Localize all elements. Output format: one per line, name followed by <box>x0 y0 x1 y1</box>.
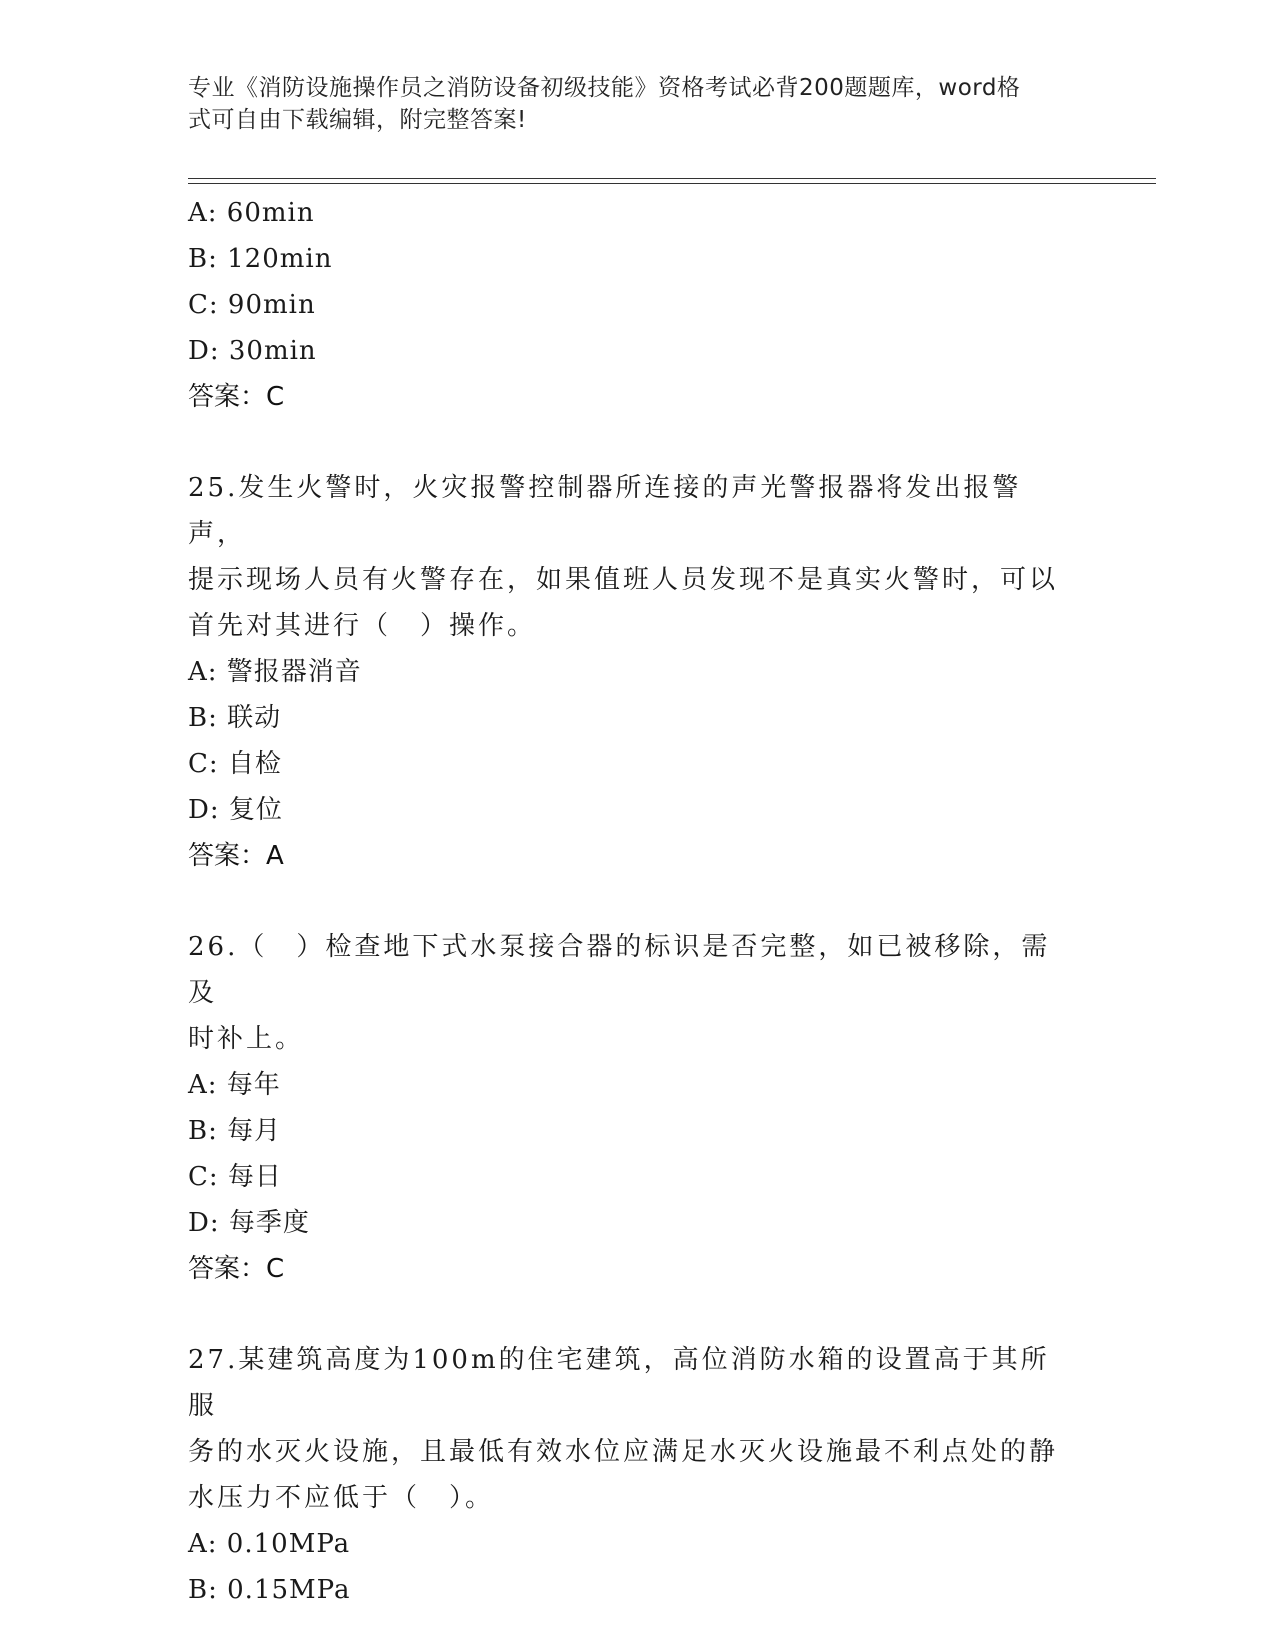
option-d: D: 30min <box>188 336 317 366</box>
question-stem-line: 水压力不应低于（ ）。 <box>188 1483 495 1513</box>
answer-line: 答案：C <box>188 1254 285 1284</box>
option-a: A: 0.10MPa <box>188 1529 351 1559</box>
option-d: D: 每季度 <box>188 1208 310 1238</box>
option-b: B: 120min <box>188 244 333 274</box>
option-a: A: 60min <box>188 198 315 228</box>
header-divider-bottom <box>188 183 1156 184</box>
question-stem-line: 务的水灭火设施，且最低有效水位应满足水灭火设施最不利点处的静 <box>188 1437 1059 1467</box>
question-stem-line: 提示现场人员有火警存在，如果值班人员发现不是真实火警时，可以 <box>188 565 1059 595</box>
option-c: C: 每日 <box>188 1162 282 1192</box>
question-list <box>188 190 1088 1613</box>
spacer <box>188 420 1088 465</box>
answer-line: 答案：C <box>188 382 285 412</box>
question-25-block <box>188 465 1088 879</box>
question-stem-line: 27.某建筑高度为100m的住宅建筑，高位消防水箱的设置高于其所服 <box>188 1345 1050 1421</box>
question-stem-line: 26.（ ）检查地下式水泵接合器的标识是否完整，如已被移除，需及 <box>188 932 1051 1008</box>
header-line-1: 专业《消防设施操作员之消防设备初级技能》资格考试必背200题题库，word格 <box>188 75 1021 101</box>
question-stem-line: 25.发生火警时，火灾报警控制器所连接的声光警报器将发出报警声， <box>188 473 1022 549</box>
header-divider-top <box>188 178 1156 179</box>
option-b: B: 联动 <box>188 703 282 733</box>
spacer <box>188 1292 1088 1337</box>
document-header <box>188 72 1068 136</box>
question-24-block <box>188 190 1088 420</box>
question-26-block <box>188 924 1088 1292</box>
spacer <box>188 879 1088 924</box>
option-c: C: 自检 <box>188 749 282 779</box>
option-b: B: 0.15MPa <box>188 1575 351 1605</box>
question-stem-line: 首先对其进行（ ）操作。 <box>188 611 537 641</box>
option-b: B: 每月 <box>188 1116 282 1146</box>
header-line-2: 式可自由下载编辑，附完整答案! <box>188 107 527 133</box>
option-a: A: 警报器消音 <box>188 657 362 687</box>
option-a: A: 每年 <box>188 1070 281 1100</box>
question-stem-line: 时补上。 <box>188 1024 305 1054</box>
question-27-block <box>188 1337 1088 1613</box>
option-c: C: 90min <box>188 290 316 320</box>
option-d: D: 复位 <box>188 795 283 825</box>
answer-line: 答案：A <box>188 841 284 871</box>
